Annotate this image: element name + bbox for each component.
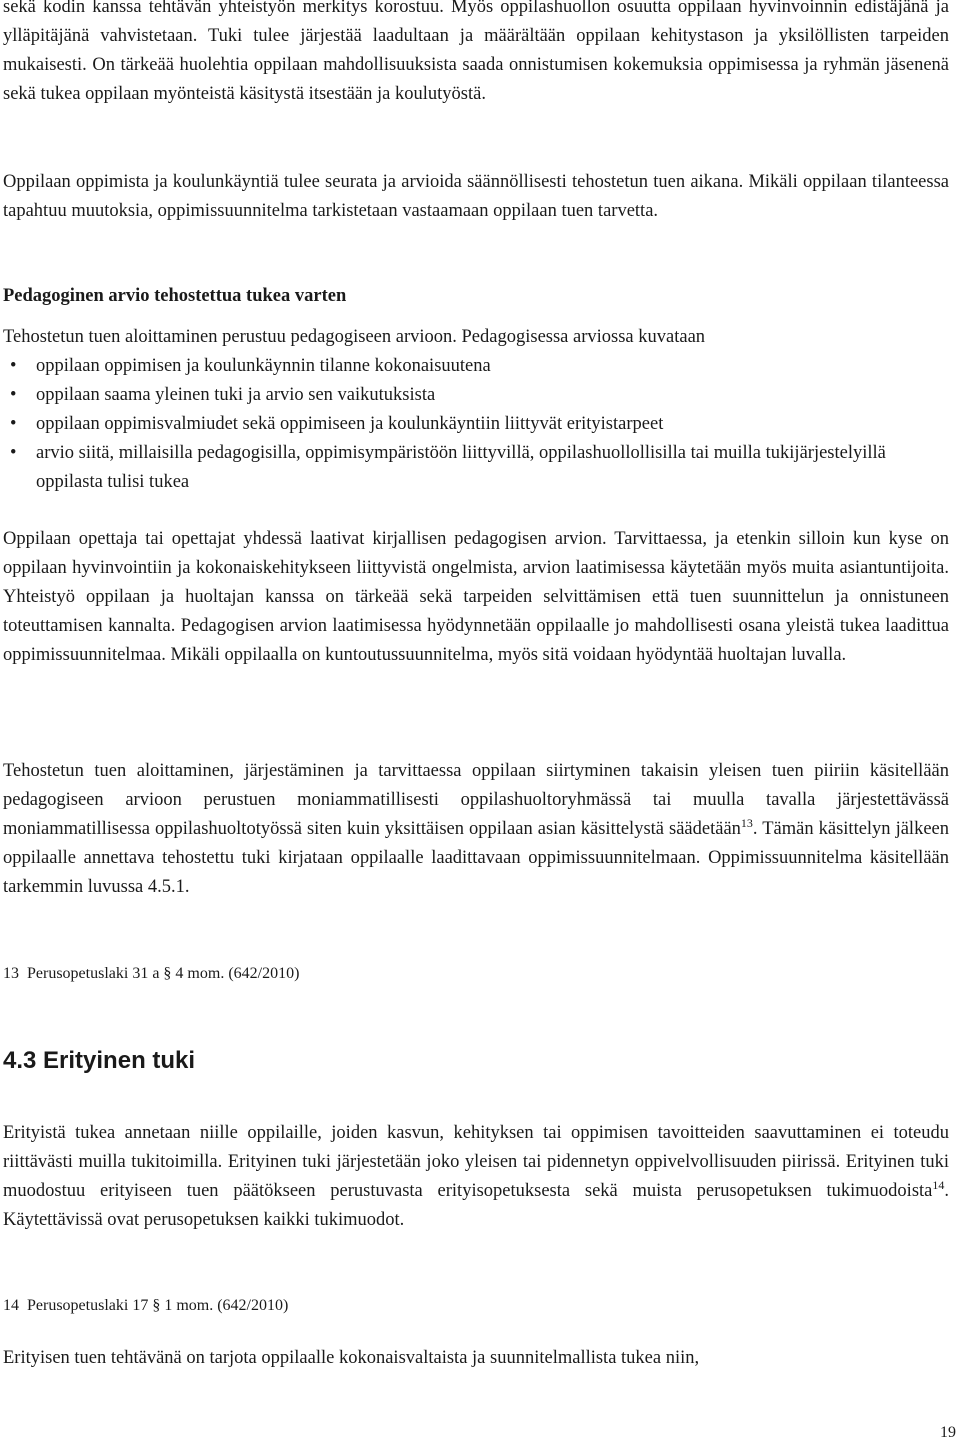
footnote-13: 13 Perusopetuslaki 31 a § 4 mom. (642/2010) [3,965,300,982]
paragraph-seuranta: Oppilaan oppimista ja koulunkäyntiä tulee seurata ja arvioida säännöllisesti tehostetun tuen aikana. Mikäli oppilaan tilanteessa tapahtuu muutoksia, oppimissuunnitelma tarkistetaan vastaamaan oppilaan tuen tarvetta. [3,172,949,221]
section-sign: § [163,965,172,982]
bullet-list [3,352,949,497]
footnote-14: 14 Perusopetuslaki 17 § 1 mom. (642/2010) [3,1297,289,1314]
footnote-ref-13: 13 [740,816,753,830]
page-number: 19 [940,1424,956,1441]
paragraph-arvio-intro: Tehostetun tuen aloittaminen perustuu pedagogiseen arvioon. Pedagogisessa arviossa kuvataan [3,327,706,347]
paragraph-arvion-laatiminen: Oppilaan opettaja tai opettajat yhdessä laativat kirjallisen pedagogisen arvion. Tarvittaessa, ja etenkin silloin kun kyse on oppilaan hyvinvointiin ja kokonaiskehitykseen liittyvistä ongelmista, arvion laatimisessa käytetään myös muita asiantuntijoita. Yhteistyö oppilaan ja huoltajan kanssa on tärkeää sekä tarpeiden selvittämisen että tuen suunnittelun ja onnistuneen toteuttamisen kannalta. Pedagogisen arvion laatimisessa hyödynnetään oppilaalle jo mahdollisesti osana yleistä tukea laadittua oppimissuunnitelmaa. Mikäli oppilaalla on kuntoutussuunnitelma, myös sitä voidaan hyödyntää huoltajan luvalla. [3,529,949,665]
section-sign: § [152,1297,161,1314]
paragraph-erityinen-tuki: Erityistä tukea annetaan niille oppilaille, joiden kasvun, kehityksen tai oppimisen tavoitteiden saavuttaminen ei toteudu riittävästi muilla tukitoimilla. Erityinen tuki järjestetään joko yleisen tai pidennetyn oppivelvollisuuden piirissä. Erityinen tuki muodostuu erityiseen tuen päätökseen perustuvasta erityisopetuksesta sekä muista perusopetuksen tukimuodoista$^{14}$. Käytettävissä ovat perusopetuksen kaikki tukimuodot. [3,1123,949,1230]
bullet-icon: • [10,356,17,376]
subheading-pedagoginen-arvio: Pedagoginen arvio tehostettua tukea varten [3,286,347,306]
list-item: • oppilaan saama yleinen tuki ja arvio sen vaikutuksista [3,381,949,410]
list-item: • arvio siitä, millaisilla pedagogisilla, oppimisympäristöön liittyvillä, oppilashuollollisilla tai muilla tukijärjestelyillä oppilasta tulisi tukea [3,439,949,497]
bullet-icon: • [10,414,17,434]
list-item: • oppilaan oppimisen ja koulunkäynnin tilanne kokonaisuutena [3,352,949,381]
paragraph-kasittely: Tehostetun tuen aloittaminen, järjestäminen ja tarvittaessa oppilaan siirtyminen takaisin yleisen tuen piiriin käsitellään pedagogiseen arvioon perustuen moniammatillisesti oppilashuoltoryhmässä tai muulla tavalla järjestettävässä moniammatillisessa oppilashuoltotyössä siten kuin yksittäisen oppilaan asian käsittelystä säädetään$^{13}$. Tämän käsittelyn jälkeen oppilaalle annettava tehostettu tuki kirjataan oppilaalle laadittavaan oppimissuunnitelmaan. Oppimissuunnitelma käsitellään tarkemmin luvussa 4.5.1. [3,761,949,897]
bullet-icon: • [10,443,17,463]
list-item: • oppilaan oppimisvalmiudet sekä oppimiseen ja koulunkäyntiin liittyvät erityistarpeet [3,410,949,439]
bullet-icon: • [10,385,17,405]
paragraph-tuki-intro: sekä kodin kanssa tehtävän yhteistyön merkitys korostuu. Myös oppilashuollon osuutta oppilaan hyvinvoinnin edistäjänä ja ylläpitäjänä vahvistetaan. Tuki tulee järjestää laadultaan ja määrältään oppilaan kehitystason ja yksilöllisten tarpeiden mukaisesti. On tärkeää huolehtia oppilaan mahdollisuuksista saada onnistumisen kokemuksia oppimisessa ja ryhmän jäsenenä sekä tukea oppilaan myönteistä käsitystä itsestään ja koulutyöstä. [3,0,949,104]
paragraph-erityisen-tuen-tehtava: Erityisen tuen tehtävänä on tarjota oppilaalle kokonaisvaltaista ja suunnitelmallista tukea niin, [3,1348,700,1368]
footnote-ref-14: 14 [932,1178,945,1192]
section-heading-erityinen-tuki: 4.3 Erityinen tuki [3,1047,196,1074]
